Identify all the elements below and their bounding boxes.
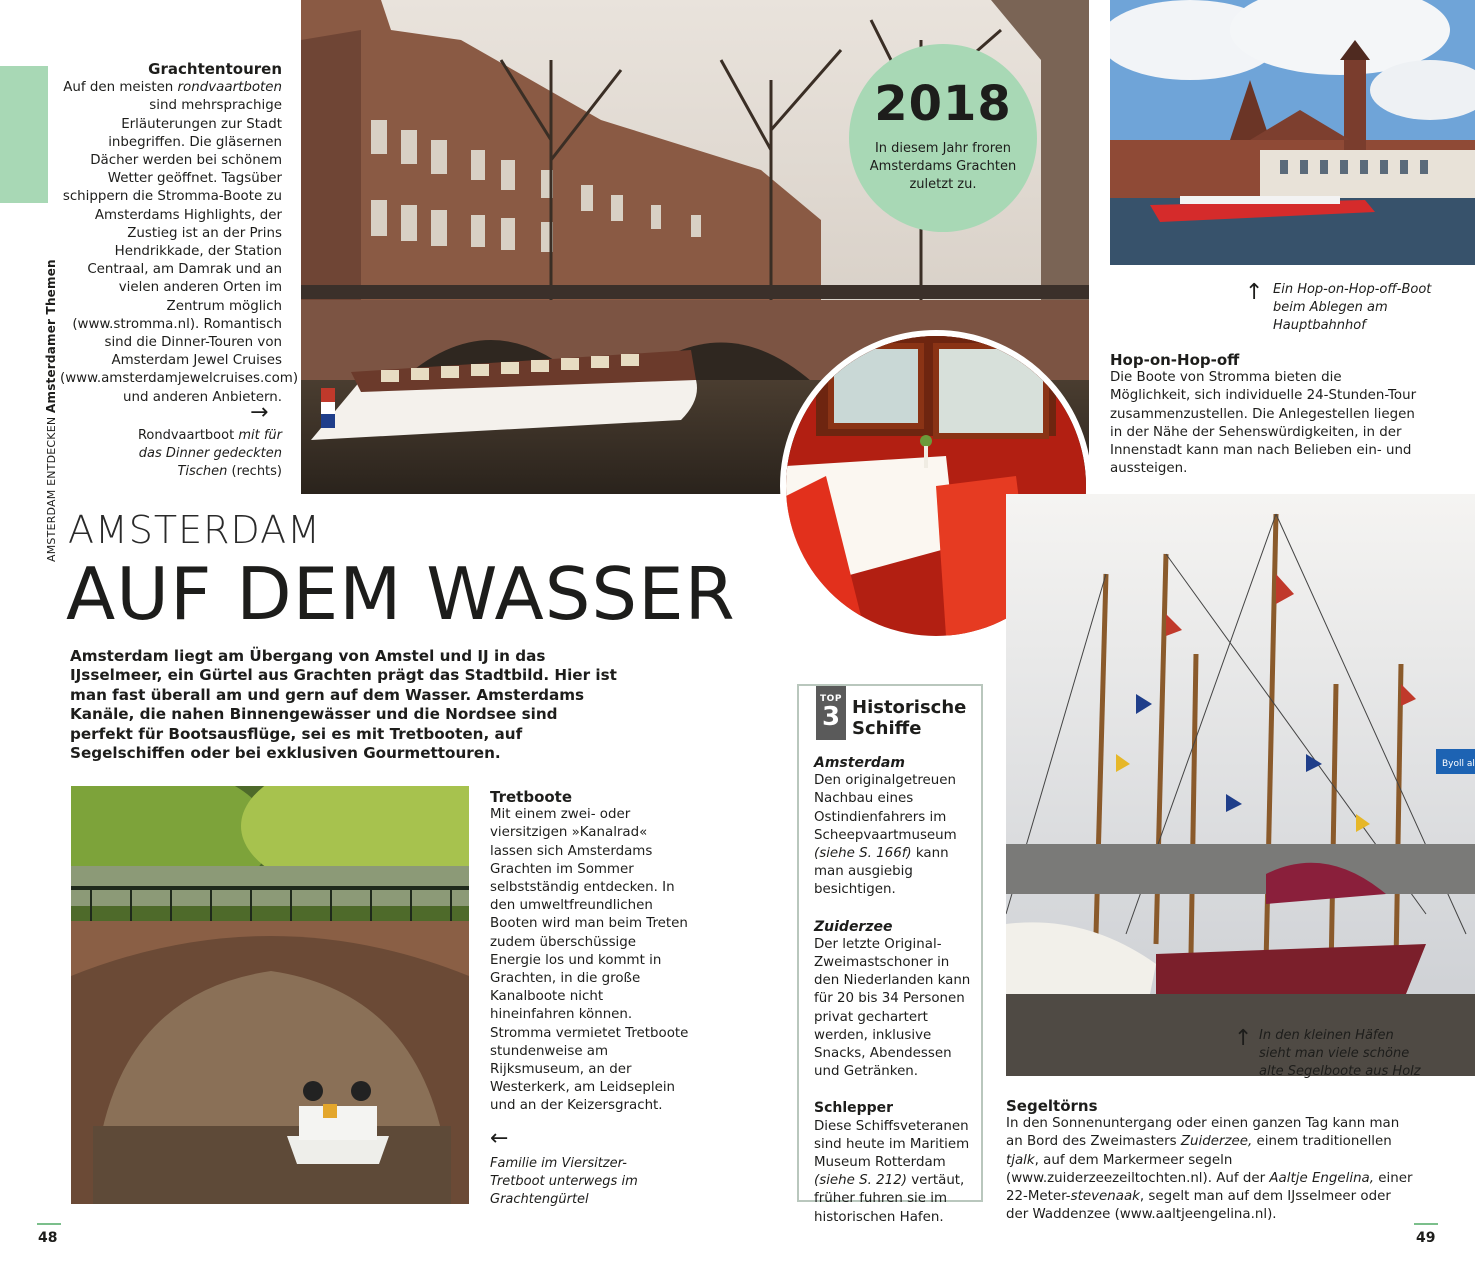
running-head-section: AMSTERDAM ENTDECKEN <box>45 416 58 562</box>
segel-caption <box>1259 1027 1429 1081</box>
grachtentouren-italic: rondvaartboten <box>177 80 282 96</box>
top3-item <box>814 1099 976 1226</box>
arrow-up-icon: ↑ <box>1234 1026 1253 1051</box>
fact-text: In diesem Jahr froren Amsterdams Grachten zuletzt zu. <box>869 141 1017 192</box>
rondvaart-caption-italic: mit für das Dinner gedeckten Tischen <box>138 428 282 479</box>
tretboote-title: Tretboote <box>490 788 573 806</box>
ship-ref: (siehe S. 166f) <box>814 846 912 862</box>
page-number-left: 48 <box>38 1230 58 1246</box>
grachtentouren-text: Auf den meisten <box>63 80 178 96</box>
hop-body: Die Boote von Stromma bieten die Möglichkeit, sich individuelle 24-Stunden-Tour zusammenzustellen. Die Anlegestellen liegen in der Nähe der Sehenswürdigkeiten, in der Innenstadt kann man nach Belieben ein- und aussteigen. <box>1110 370 1417 477</box>
segeltoerns-italic: stevenaak <box>1070 1189 1140 1205</box>
top3-badge <box>816 686 846 740</box>
harbor-sign: Byoll al <box>1442 759 1475 769</box>
top3-badge-number: 3 <box>821 702 841 732</box>
hop-caption-text: Ein Hop-on-Hop-off-Boot beim Ablegen am Hauptbahnhof <box>1273 282 1432 333</box>
top3-badge-label: TOP <box>820 694 842 704</box>
grachtentouren-sidebar <box>60 60 299 407</box>
page-marker <box>37 1223 61 1225</box>
segeltoerns-text: , segelt man auf dem IJsselmeer oder der Waddenzee (www.aaltjeengelina.nl). <box>1006 1189 1391 1223</box>
sailing-ships-photo <box>1006 494 1475 1076</box>
tretboote-section <box>490 788 690 1116</box>
headline-main: AUF DEM WASSER <box>66 552 736 636</box>
segeltoerns-italic: tjalk <box>1006 1152 1035 1168</box>
segeltoerns-italic: Zuiderzee, <box>1180 1134 1253 1150</box>
segeltoerns-text: , auf dem Markermeer segeln (www.zuiderzeezeiltochten.nl). Auf der <box>1006 1152 1270 1186</box>
segeltoerns-section <box>1006 1097 1416 1224</box>
ship-text-rest: vertäut, früher fuhren sie im historischen Hafen. <box>814 1173 965 1225</box>
hop-title: Hop-on-Hop-off <box>1110 351 1240 369</box>
ship-name: Schlepper <box>814 1100 894 1117</box>
rondvaart-caption-direction: (rechts) <box>227 464 282 479</box>
top3-title: Historische Schiffe <box>852 697 967 739</box>
rondvaart-caption <box>120 427 282 481</box>
arrow-up-icon: ↑ <box>1245 280 1264 305</box>
segeltoerns-text: einer 22-Meter- <box>1006 1170 1413 1205</box>
headline-city: AMSTERDAM <box>68 508 321 552</box>
hop-on-hop-off-section <box>1110 351 1425 478</box>
segeltoerns-italic: Aaltje Engelina, <box>1269 1170 1375 1186</box>
top3-item <box>814 754 976 900</box>
centraal-station-photo <box>1110 0 1475 265</box>
grachtentouren-title: Grachtentouren <box>148 60 282 78</box>
fact-year: 2018 <box>874 76 1012 132</box>
rondvaart-caption-term: Rondvaartboot <box>137 428 235 443</box>
segel-caption-text: In den kleinen Häfen sieht man viele schöne alte Segelboote aus Holz <box>1259 1028 1421 1079</box>
arrow-left-icon: ← <box>490 1126 509 1151</box>
ship-text: Der letzte Original-Zweimastschoner in den Niederlanden kann für 20 bis 34 Personen privat gechartert werden, inklusive Snacks, Abendessen und Getränken. <box>814 936 971 1080</box>
segeltoerns-text: einem traditionellen <box>1252 1134 1392 1150</box>
pedal-boat-photo <box>71 786 469 1204</box>
fact-circle <box>849 44 1037 232</box>
ship-text: Diese Schiffsveteranen sind heute im Maritiem Museum Rotterdam <box>814 1118 970 1171</box>
ship-name: Amsterdam <box>814 755 905 771</box>
ship-name: Zuiderzee <box>814 918 893 935</box>
ship-text-rest: kann man ausgiebig besichtigen. <box>814 846 949 898</box>
ship-text: Den originalgetreuen Nachbau eines Ostindienfahrers im Scheepvaartmuseum <box>814 773 957 843</box>
section-tab <box>0 66 48 203</box>
intro-paragraph: Amsterdam liegt am Übergang von Amstel und IJ in das IJsselmeer, ein Gürtel aus Grachten prägt das Stadtbild. Hier ist man fast überall am und gern auf dem Wasser. Amsterdams Kanäle, die nahen Binnengewässer und die Nordsee sind perfekt für Bootsausflüge, sei es mit Tretbooten, auf Segelschiffen oder bei exklusiven Gourmettouren. <box>70 647 617 763</box>
page-number-right: 49 <box>1416 1230 1436 1246</box>
running-head <box>44 259 58 562</box>
segeltoerns-title: Segeltörns <box>1006 1097 1098 1115</box>
segeltoerns-text: In den Sonnenuntergang oder einen ganzen Tag kann man an Bord des Zweimasters <box>1006 1116 1400 1150</box>
tretboote-body: Mit einem zwei- oder viersitzigen »Kanalrad« lassen sich Amsterdams Grachten im Sommer selbstständig entdecken. In den umweltfreundlichen Booten wird man beim Treten zudem überschüssige Energie los und kommt in Grachten, in die große Kanalboote nicht hineinfahren können. Stromma vermietet Tretboote stundenweise am Rijksmuseum, an der Westerkerk, am Leidseplein und an der Keizersgracht. <box>490 807 689 1114</box>
ship-ref: (siehe S. 212) <box>814 1173 907 1189</box>
tretboot-caption <box>490 1155 640 1209</box>
running-head-topic: Amsterdamer Themen <box>44 259 58 413</box>
tretboot-caption-text: Familie im Viersitzer-Tretboot unterwegs im Grachtengürtel <box>490 1156 638 1207</box>
page-marker <box>1414 1223 1438 1225</box>
hop-caption <box>1273 281 1443 335</box>
top3-item <box>814 918 976 1082</box>
grachtentouren-text-rest: sind mehrsprachige Erläuterungen zur Stadt inbegriffen. Die gläsernen Dächer werden bei schönem Wetter geöffnet. Tagsüber schippern die Stromma-Boote zu Amsterdams Highlights, der Zustieg ist an der Prins Hendrikkade, der Station Centraal, am Damrak und an vielen anderen Orten im Zentrum möglich (www.stromma.nl). Romantisch sind die Dinner-Touren von Amsterdam Jewel Cruises (www.amsterdamjewelcruises.com) und anderen Anbietern. <box>60 98 299 405</box>
top3-list <box>814 754 976 1227</box>
arrow-right-icon: → <box>250 400 269 425</box>
